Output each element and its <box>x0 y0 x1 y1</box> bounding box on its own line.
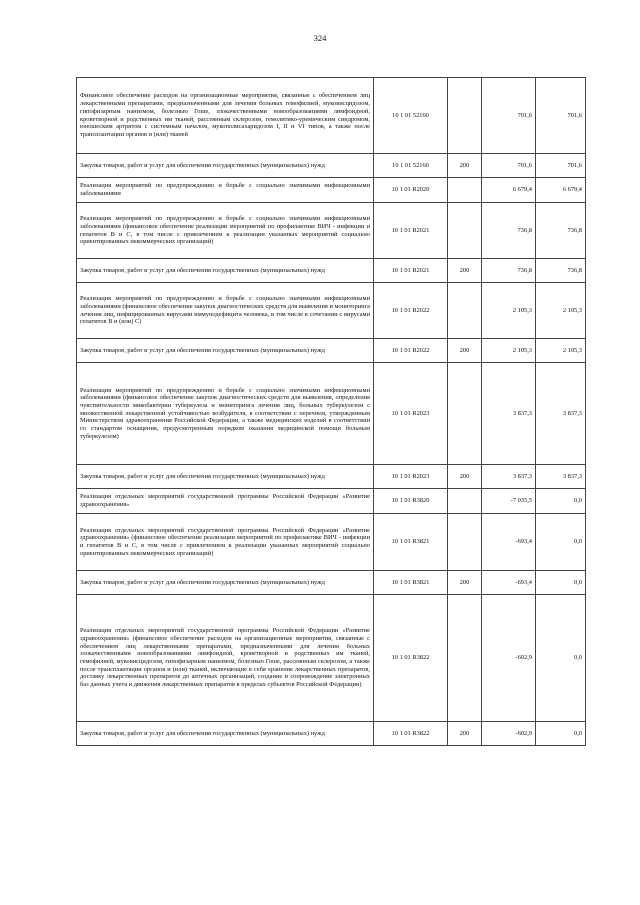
amount-primary: -7 035,5 <box>482 489 536 514</box>
target-article-code: 10 1 01 R3822 <box>374 722 448 746</box>
expense-description: Реализация отдельных мероприятий государственной программы Российской Федерации «Развитие здравоохранения» <box>77 489 374 514</box>
expense-description: Закупка товаров, работ и услуг для обеспечения государственных (муниципальных) нужд <box>77 465 374 489</box>
expense-type-code: 200 <box>448 154 482 178</box>
amount-secondary: 0,0 <box>536 514 586 571</box>
expense-description: Реализация мероприятий по предупреждению и борьбе с социально значимыми инфекционными заболеваниями <box>77 178 374 203</box>
expense-description: Закупка товаров, работ и услуг для обеспечения государственных (муниципальных) нужд <box>77 259 374 283</box>
amount-primary: 736,8 <box>482 259 536 283</box>
amount-secondary: 736,8 <box>536 203 586 259</box>
table-row <box>77 722 586 746</box>
expense-type-code <box>448 363 482 465</box>
expense-type-code: 200 <box>448 339 482 363</box>
amount-secondary: 701,6 <box>536 154 586 178</box>
amount-primary: -602,9 <box>482 595 536 722</box>
target-article-code: 10 1 01 R2023 <box>374 363 448 465</box>
target-article-code: 10 1 01 R2021 <box>374 259 448 283</box>
expense-type-code <box>448 595 482 722</box>
expense-type-code: 200 <box>448 571 482 595</box>
budget-table <box>76 77 586 746</box>
expense-description: Реализация мероприятий по предупреждению и борьбе с социально значимыми инфекционными заболеваниями (финансовое обеспечение закупок диагностических средств для выявления и мониторинга лечения лиц, инфицированных вирусами иммунодефицита человека, в том числе в сочетании с вирусами гепатитов В и (или) С) <box>77 283 374 339</box>
target-article-code: 10 1 01 R3821 <box>374 571 448 595</box>
table-row <box>77 154 586 178</box>
table-row <box>77 339 586 363</box>
expense-type-code: 200 <box>448 465 482 489</box>
amount-primary: -693,4 <box>482 514 536 571</box>
table-row <box>77 178 586 203</box>
amount-primary: 2 105,3 <box>482 339 536 363</box>
target-article-code: 10 1 01 52160 <box>374 154 448 178</box>
expense-description: Реализация мероприятий по предупреждению и борьбе с социально значимыми инфекционными заболеваниями (финансовое обеспечение закупок диагностических средств для выявления, определения чувствительности микобактерии туберкулеза и мониторинга лечения лиц, больных туберкулезом с множественной лекарственной устойчивостью возбудителя, в соответствии с перечнем, утвержденным Министерством здравоохранения Российской Федерации, а также медицинских изделий в соответствии со стандартом оснащения, предусмотренным порядком оказания медицинской помощи больным туберкулезом) <box>77 363 374 465</box>
target-article-code: 10 1 01 R3822 <box>374 595 448 722</box>
amount-primary: 3 837,3 <box>482 465 536 489</box>
table-row <box>77 465 586 489</box>
table-row <box>77 283 586 339</box>
amount-secondary: 736,8 <box>536 259 586 283</box>
target-article-code: 10 1 01 R2022 <box>374 339 448 363</box>
table-row <box>77 259 586 283</box>
table-row <box>77 363 586 465</box>
expense-type-code: 200 <box>448 722 482 746</box>
amount-secondary: 0,0 <box>536 595 586 722</box>
table-row <box>77 489 586 514</box>
table-row <box>77 203 586 259</box>
amount-secondary: 3 837,3 <box>536 363 586 465</box>
expense-description: Закупка товаров, работ и услуг для обеспечения государственных (муниципальных) нужд <box>77 571 374 595</box>
target-article-code: 10 1 01 R2023 <box>374 465 448 489</box>
amount-primary: -602,9 <box>482 722 536 746</box>
amount-primary: 6 679,4 <box>482 178 536 203</box>
amount-secondary: 3 837,3 <box>536 465 586 489</box>
amount-secondary: 2 105,3 <box>536 339 586 363</box>
expense-description: Реализация отдельных мероприятий государственной программы Российской Федерации «Развитие здравоохранения» (финансовое обеспечение расходов на организационные мероприятия, связанные с обеспечением лиц лекарственными препаратами, предназначенными для лечения больных злокачественными новообразованиями лимфоидной, кроветворной и родственных им тканей, гемофилией, муковисцидозом, гипофизарным нанизмом, болезнью Гоше, рассеянным склерозом, а также после трансплантации органов и (или) тканей, включающие в себя хранение лекарственных препаратов, доставку лекарственных препаратов до аптечных организаций, создание и сопровождение электронных баз данных учета и движения лекарственных препаратов в пределах субъектов Российской Федерации) <box>77 595 374 722</box>
amount-secondary: 2 105,3 <box>536 283 586 339</box>
amount-secondary: 0,0 <box>536 571 586 595</box>
amount-primary: 701,6 <box>482 154 536 178</box>
expense-type-code <box>448 489 482 514</box>
expense-description: Закупка товаров, работ и услуг для обеспечения государственных (муниципальных) нужд <box>77 722 374 746</box>
expense-type-code <box>448 78 482 154</box>
expense-type-code <box>448 514 482 571</box>
budget-table-body <box>77 78 586 746</box>
target-article-code: 10 1 01 R2022 <box>374 283 448 339</box>
expense-type-code <box>448 203 482 259</box>
expense-description: Финансовое обеспечение расходов на организационные мероприятия, связанные с обеспечением лиц лекарственными препаратами, предназначенными для лечения больных гемофилией, муковисцидозом, гипофизарным нанизмом, болезнью Гоше, злокачественными новообразованиями лимфоидной, кроветворной и родственных им тканей, рассеянным склерозом, гемолитико-уремическим синдромом, юношеским артритом с системным началом, мукополисахаридозом I, II и VI типов, а также после трансплантации органов и (или) тканей <box>77 78 374 154</box>
target-article-code: 10 1 01 R2020 <box>374 178 448 203</box>
table-row <box>77 595 586 722</box>
expense-description: Закупка товаров, работ и услуг для обеспечения государственных (муниципальных) нужд <box>77 339 374 363</box>
amount-primary: -693,4 <box>482 571 536 595</box>
target-article-code: 10 1 01 R3820 <box>374 489 448 514</box>
page-number: 324 <box>313 33 327 43</box>
amount-secondary: 0,0 <box>536 722 586 746</box>
expense-type-code: 200 <box>448 259 482 283</box>
amount-secondary: 6 679,4 <box>536 178 586 203</box>
table-row <box>77 78 586 154</box>
expense-type-code <box>448 178 482 203</box>
amount-secondary: 0,0 <box>536 489 586 514</box>
table-row <box>77 514 586 571</box>
amount-primary: 701,6 <box>482 78 536 154</box>
amount-primary: 2 105,3 <box>482 283 536 339</box>
target-article-code: 10 1 01 52160 <box>374 78 448 154</box>
table-row <box>77 571 586 595</box>
expense-description: Реализация мероприятий по предупреждению и борьбе с социально значимыми инфекционными заболеваниями (финансовое обеспечение реализации мероприятий по профилактике ВИЧ - инфекции и гепатитов В и С, в том числе с привлечением к реализации указанных мероприятий социально ориентированных некоммерческих организаций) <box>77 203 374 259</box>
target-article-code: 10 1 01 R3821 <box>374 514 448 571</box>
amount-primary: 3 837,3 <box>482 363 536 465</box>
expense-description: Реализация отдельных мероприятий государственной программы Российской Федерации «Развитие здравоохранения» (финансовое обеспечение реализации мероприятий по профилактике ВИЧ - инфекции и гепатитов В и С, в том числе с привлечением к реализации указанных мероприятий социально ориентированных некоммерческих организаций) <box>77 514 374 571</box>
target-article-code: 10 1 01 R2021 <box>374 203 448 259</box>
expense-type-code <box>448 283 482 339</box>
amount-primary: 736,8 <box>482 203 536 259</box>
amount-secondary: 701,6 <box>536 78 586 154</box>
expense-description: Закупка товаров, работ и услуг для обеспечения государственных (муниципальных) нужд <box>77 154 374 178</box>
